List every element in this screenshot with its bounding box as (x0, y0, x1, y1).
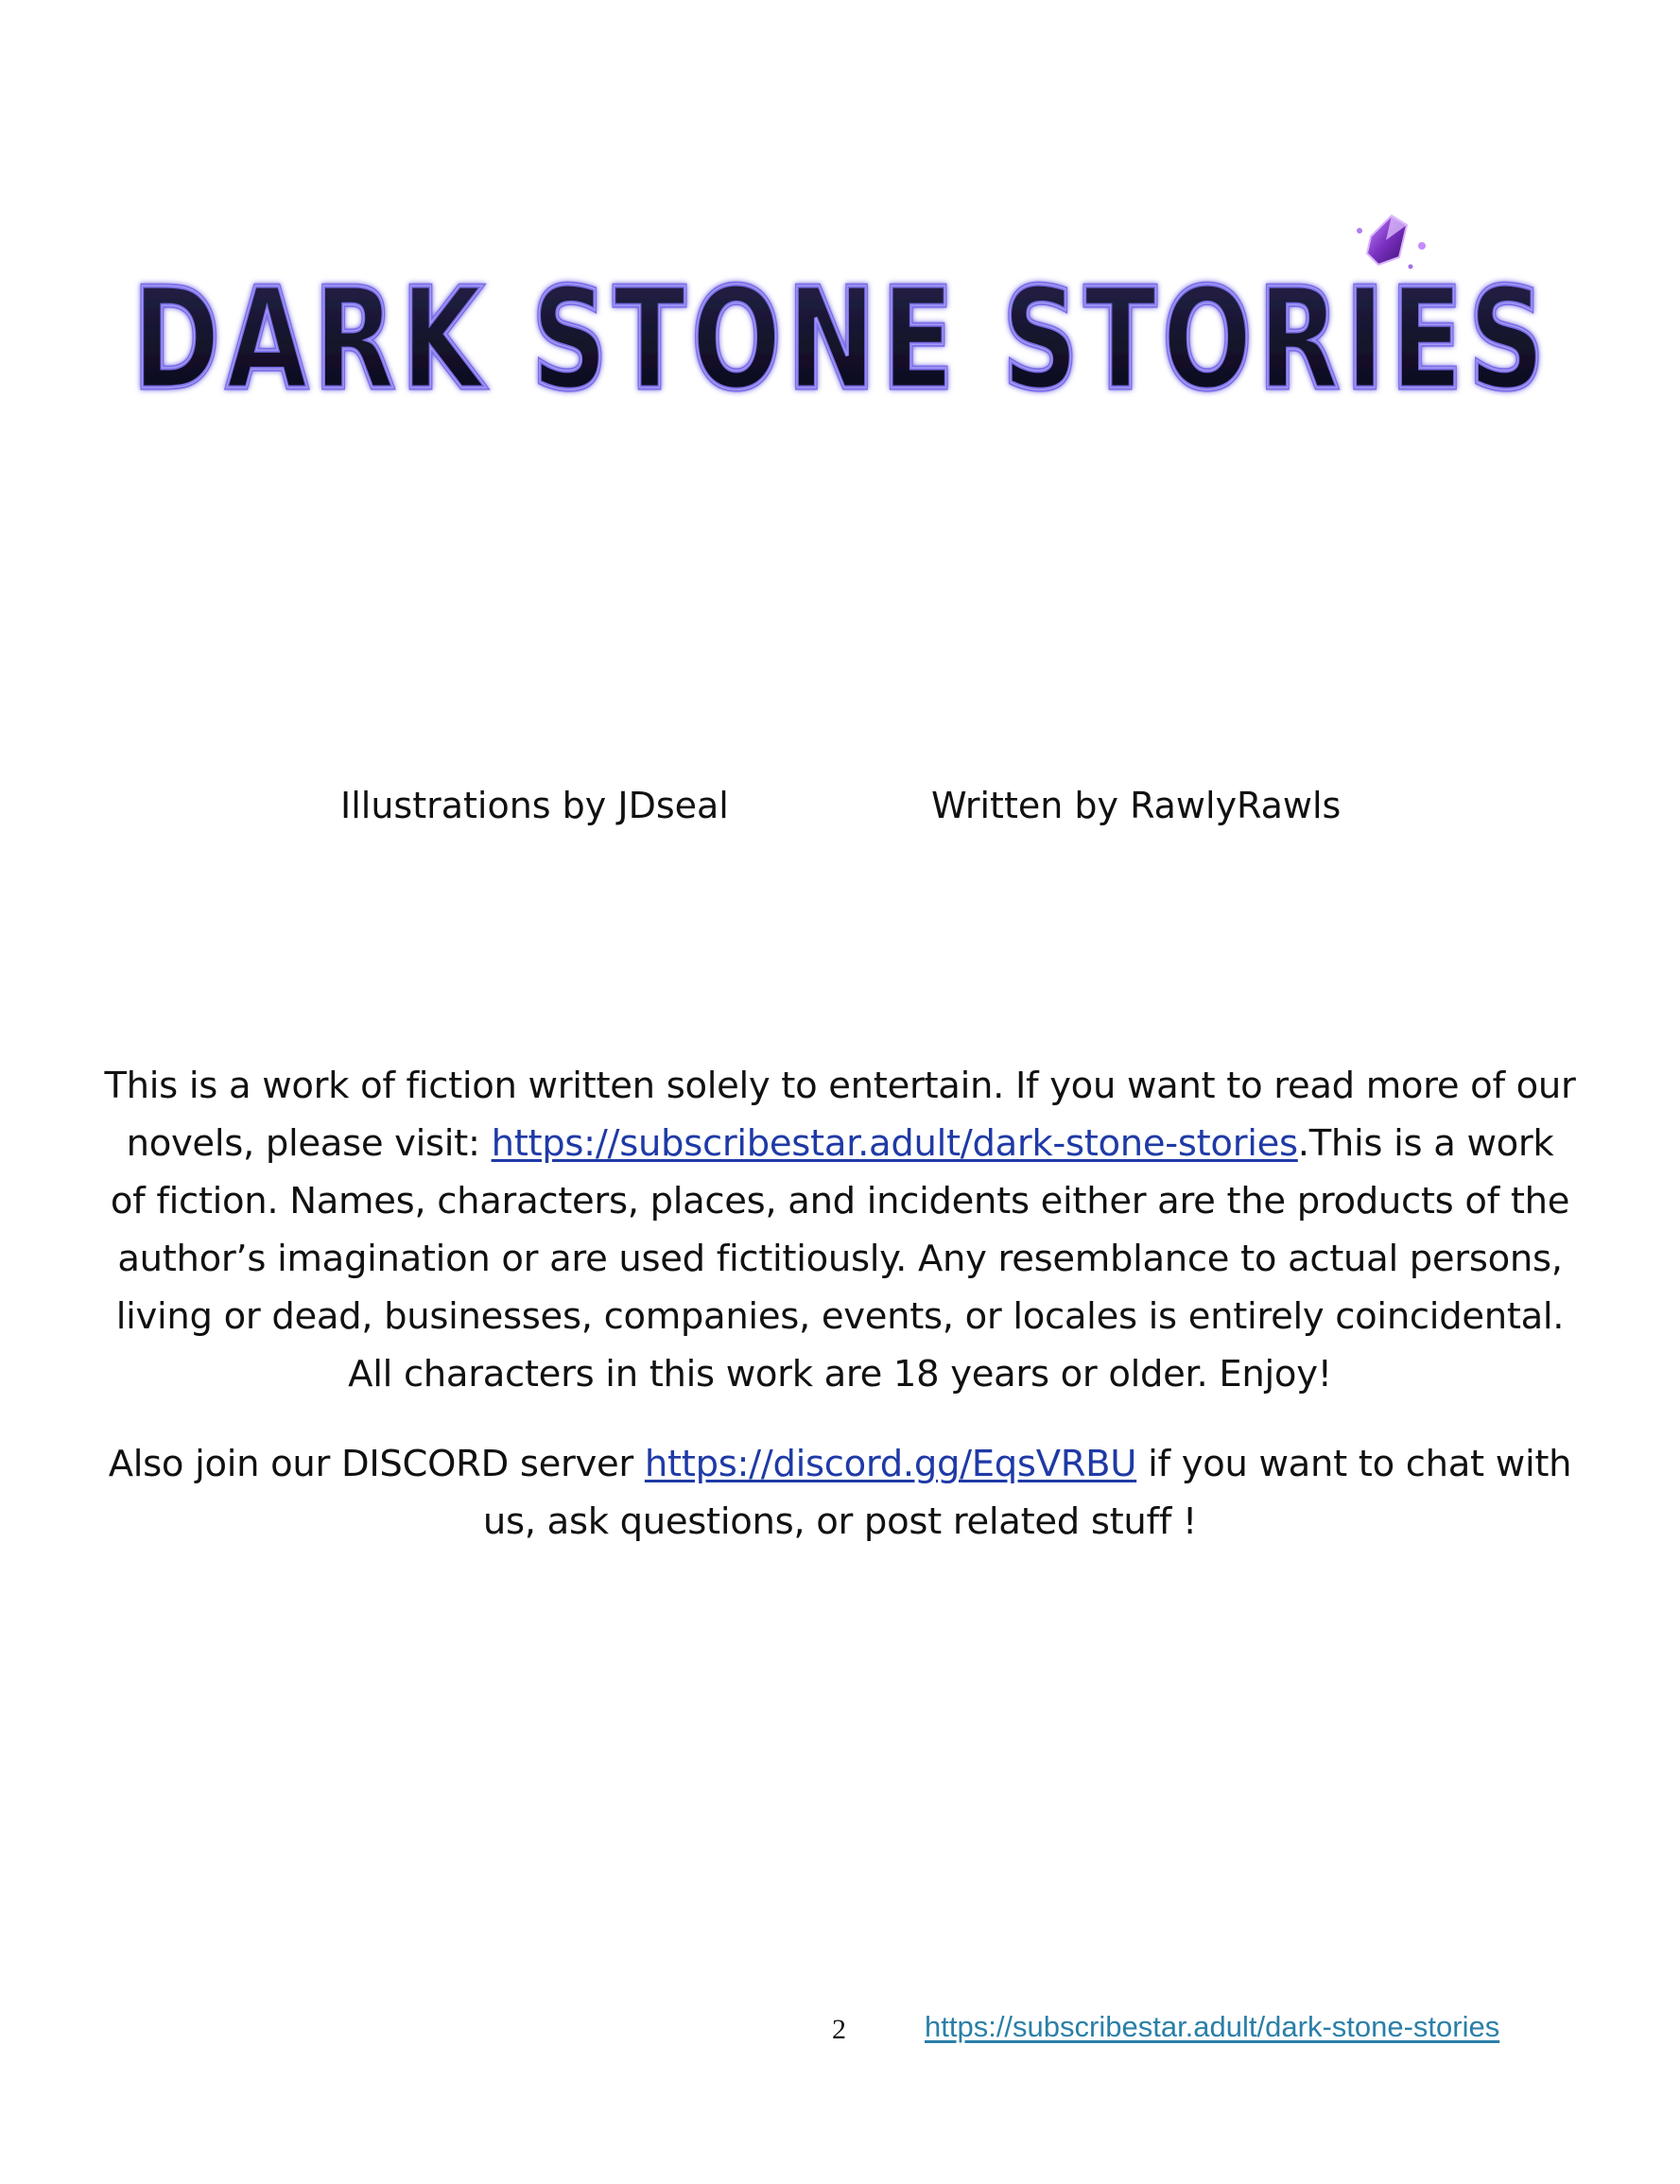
footer-subscribestar-link[interactable]: https://subscribestar.adult/dark-stone-stories (925, 2010, 1500, 2043)
dark-stone-stories-logo (113, 208, 1569, 435)
subscribestar-link[interactable]: https://subscribestar.adult/dark-stone-stories (491, 1122, 1298, 1165)
disclaimer-text-intro: This is a work of fiction written solely to entertain. If you want to read more of our novels, please visit: (104, 1065, 1576, 1165)
disclaimer-text-body: .This is a work of fiction. Names, characters, places, and incidents either are the products of the author’s imagination or are used fictitiously. Any resemblance to actual persons, living or dead, businesses, companies, events, or locales is entirely coincidental. All characters in this work are 18 years or older. Enjoy! (110, 1122, 1570, 1395)
credits-line (0, 785, 1680, 841)
logo-text: DARK STONE STORIES (132, 258, 1550, 421)
discord-invite (104, 1435, 1576, 1551)
discord-text-intro: Also join our DISCORD server (108, 1443, 645, 1485)
illustrator-credit: Illustrations by JDseal (340, 785, 729, 826)
logo-text-highlight: DARK STONE STORIES (132, 258, 1550, 421)
writer-credit: Written by RawlyRawls (931, 785, 1342, 826)
page-number: 2 (832, 2014, 846, 2045)
fiction-disclaimer (104, 1057, 1576, 1403)
discord-link[interactable]: https://discord.gg/EqsVRBU (644, 1443, 1137, 1485)
discord-text-outro: if you want to chat with us, ask questions, or post related stuff ! (482, 1443, 1572, 1543)
